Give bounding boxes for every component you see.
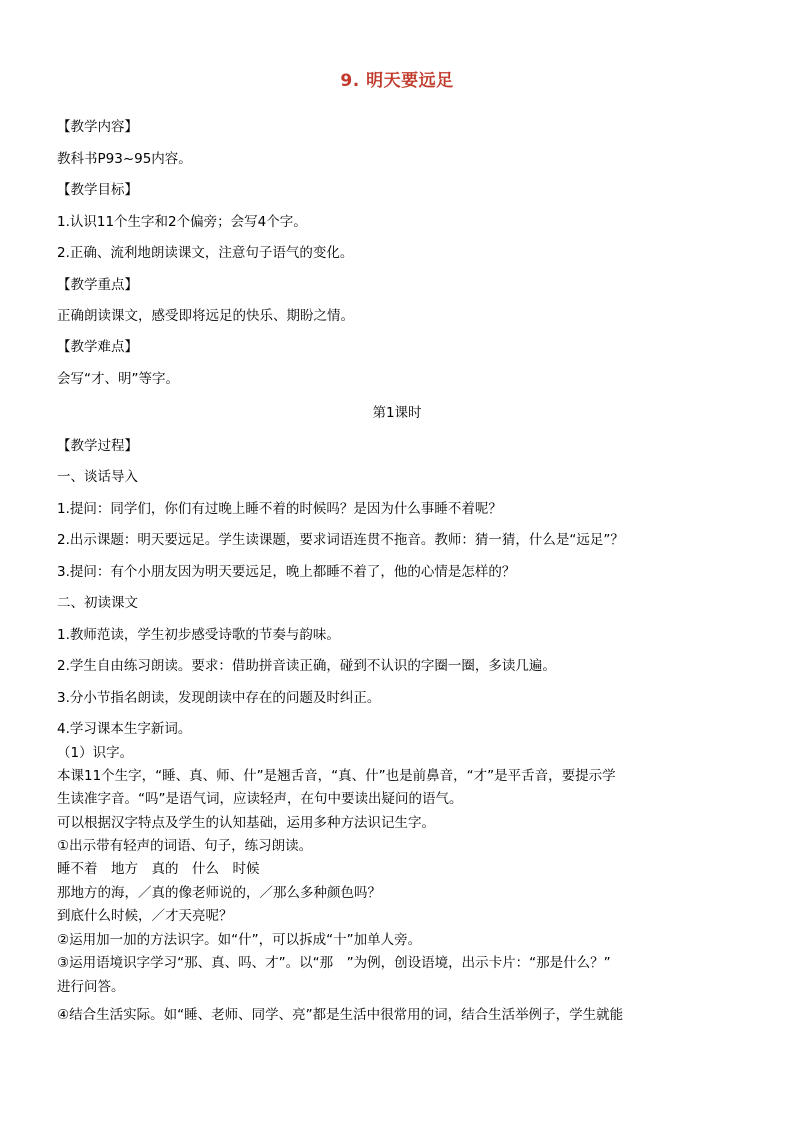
step-item: 1.教师范读，学生初步感受诗歌的节奏与韵味。 [57,627,340,643]
step-item: 4.学习课本生字新词。 [57,721,192,737]
paragraph-line: 生读准字音。“吗”是语气词，应读轻声，在句中要读出疑问的语气。 [57,791,463,807]
step-heading-1: 一、谈话导入 [57,469,138,485]
goal-item-2: 2.正确、流利地朗读课文，注意句子语气的变化。 [57,245,354,261]
section-heading-focus: 【教学重点】 [57,277,138,293]
step-item: 2.出示课题：明天要远足。学生读课题，要求词语连贯不拖音。教师：猜一猜，什么是“远足”？ [57,532,624,548]
step-heading-2: 二、初读课文 [57,595,138,611]
method-item: ①出示带有轻声的词语、句子，练习朗读。 [57,838,313,854]
section-heading-content: 【教学内容】 [57,119,138,135]
method-item: ③运用语境识字学习“那、真、吗、才”。以“那 ”为例，创设语境，出示卡片：“那是什么？” [57,955,611,971]
section-heading-difficulty: 【教学难点】 [57,339,138,355]
step-item: 3.提问：有个小朋友因为明天要远足，晚上都睡不着了，他的心情是怎样的？ [57,564,516,580]
paragraph-line: 本课11个生字，“睡、真、师、什”是翘舌音，“真、什”也是前鼻音，“才”是平舌音，要提示学 [57,768,616,784]
focus-text: 正确朗读课文，感受即将远足的快乐、期盼之情。 [57,308,354,324]
goal-item-1: 1.认识11个生字和2个偏旁；会写4个字。 [57,214,307,230]
paragraph-line: 可以根据汉字特点及学生的认知基础，运用多种方法识记生字。 [57,815,435,831]
method-item: ④结合生活实际。如“睡、老师、同学、亮”都是生活中很常用的词，结合生活举例子，学生就能 [57,1007,624,1023]
method-item: ②运用加一加的方法识字。如“什”，可以拆成“十”加单人旁。 [57,932,422,948]
paragraph-line: 进行问答。 [57,979,125,995]
section-heading-goals: 【教学目标】 [57,182,138,198]
step-item: 1.提问：同学们，你们有过晚上睡不着的时候吗？是因为什么事睡不着呢？ [57,501,502,517]
step-item: 3.分小节指名朗读，发现朗读中存在的问题及时纠正。 [57,690,381,706]
example-sentence: 那地方的海，／真的像老师说的，／那么多种颜色吗？ [57,885,381,901]
step-item: 2.学生自由练习朗读。要求：借助拼音读正确，碰到不认识的字圈一圈，多读几遍。 [57,658,556,674]
sub-step-heading: （1）识字。 [57,745,134,761]
section-heading-process: 【教学过程】 [57,438,138,454]
difficulty-text: 会写“才、明”等字。 [57,371,179,387]
content-text: 教科书P93~95内容。 [57,151,192,167]
document-title: 9. 明天要远足 [340,71,454,91]
example-sentence: 到底什么时候，／才天亮呢？ [57,908,233,924]
word-list: 睡不着 地方 真的 什么 时候 [57,861,260,877]
lesson-period-heading: 第1课时 [372,405,422,421]
